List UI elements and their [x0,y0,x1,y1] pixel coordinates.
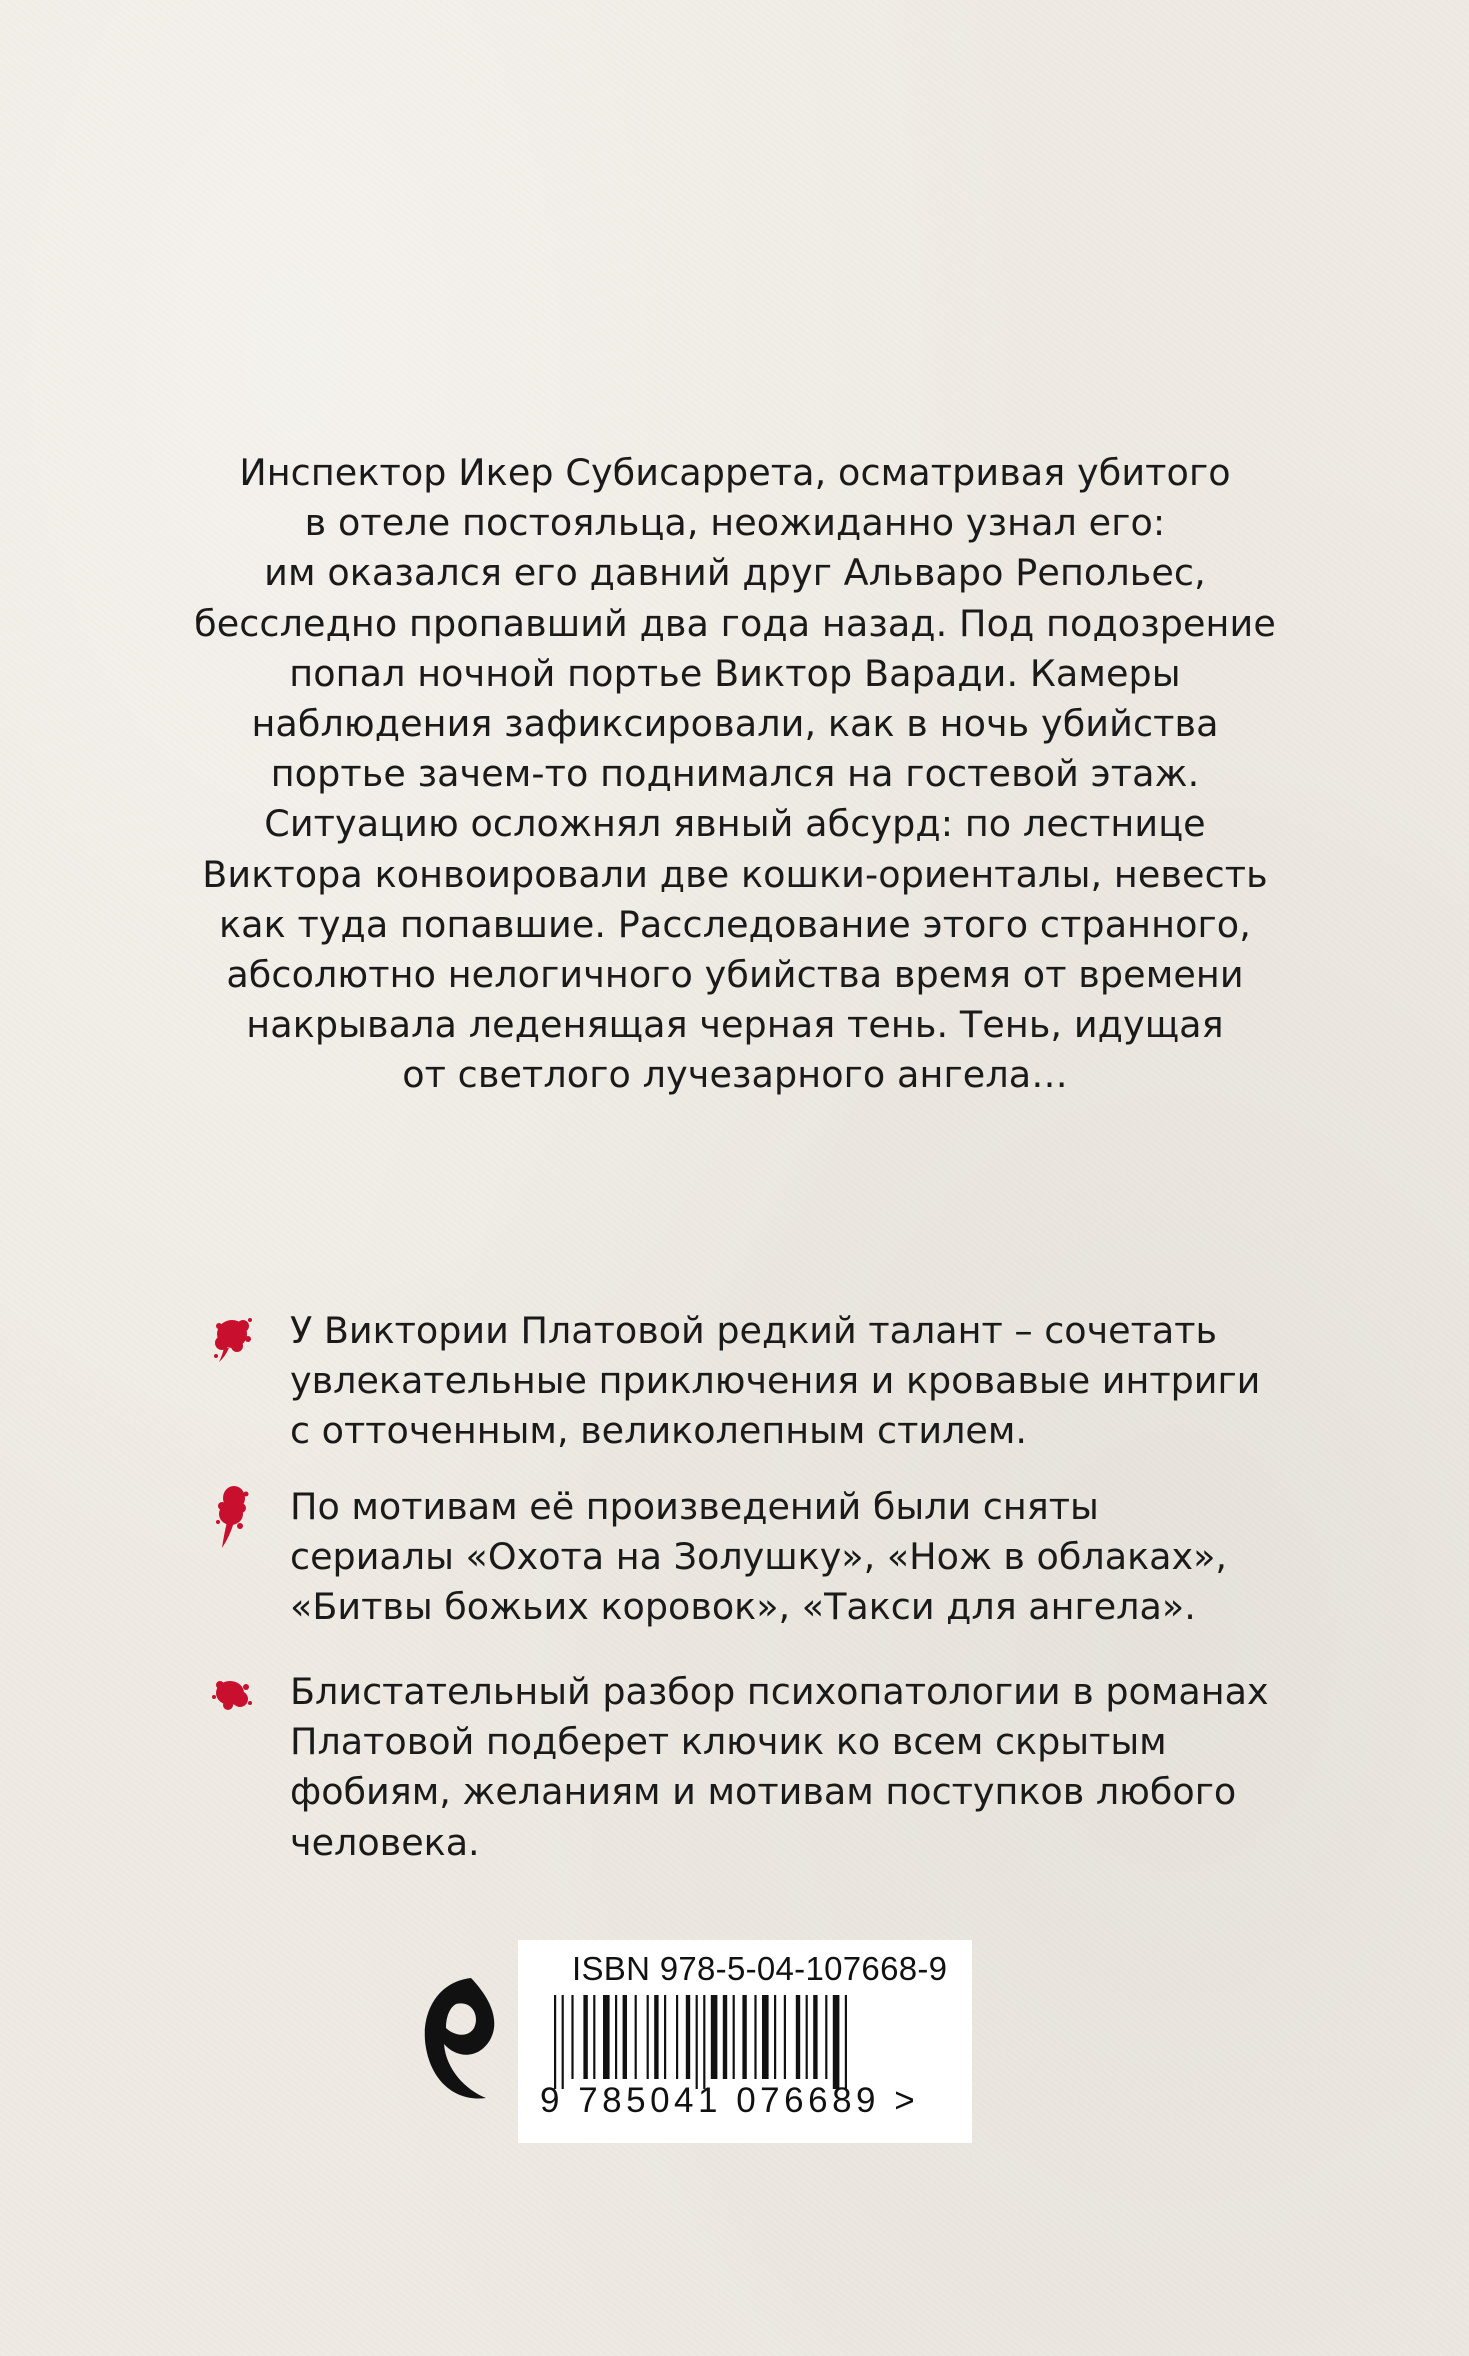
selling-point-line: фобиям, желаниям и мотивам поступков любого [290,1770,1237,1814]
synopsis-line: попал ночной портье Виктор Варади. Камеры [289,651,1181,695]
barcode-bar [635,1995,637,2079]
barcode-bar [784,1995,786,2079]
barcode-bar [554,1995,556,2089]
barcode-bar [813,1995,817,2079]
barcode-block [518,1940,972,2143]
isbn-text: ISBN 978-5-04-107668-9 [572,1950,948,1987]
synopsis-line: абсолютно нелогичного убийства время от времени [226,953,1244,997]
barcode-bar [686,1995,690,2079]
barcode-bar [562,1995,564,2089]
barcode-bar [664,1995,666,2079]
blood-drop-icon [210,1671,254,1727]
barcode-bar [754,1995,756,2079]
synopsis-line: им оказался его давний друг Альваро Репольес, [264,551,1206,595]
barcode-bar [593,1995,595,2079]
barcode-bar [583,1995,587,2079]
blood-drop-icon [210,1482,254,1554]
synopsis-line: Ситуацию осложнял явный абсурд: по лестнице [264,802,1206,846]
barcode-bar [723,1995,727,2079]
selling-point-line: человека. [290,1820,480,1864]
selling-point-line: «Битвы божьих коровок», «Такси для ангела». [290,1585,1196,1629]
barcode-bar [825,1995,827,2079]
selling-point-line: сериалы «Охота на Золушку», «Нож в облаках», [290,1535,1228,1579]
selling-point-line: с отточенным, великолепным стилем. [290,1409,1028,1453]
synopsis-line: накрывала леденящая черная тень. Тень, идущая [246,1003,1224,1047]
barcode-bar [806,1995,808,2079]
barcode-bar [623,1995,627,2079]
barcode-bar [742,1995,746,2079]
barcode-bar [774,1995,776,2079]
selling-point-line: увлекательные приключения и кровавые интриги [290,1359,1261,1403]
barcode-bar [733,1995,735,2079]
synopsis-line: в отеле постояльца, неожиданно узнал его: [304,501,1166,545]
publisher-logo-icon [416,1970,500,2110]
barcode-bar [654,1995,658,2079]
barcode-bar [696,1995,698,2089]
synopsis-line: как туда попавшие. Расследование этого странного, [219,902,1251,946]
barcode-bar [845,1995,847,2089]
selling-point-text [290,1482,1227,1633]
barcode-bar [833,1995,840,2089]
barcode-bar [647,1995,649,2079]
barcode-bar [703,1995,705,2089]
selling-point-text [290,1667,1269,1868]
barcode-bar [711,1995,718,2079]
barcode-bar [676,1995,678,2079]
barcode-bar [603,1995,610,2079]
synopsis-paragraph [130,448,1340,1101]
barcode-icon [554,1995,934,2089]
synopsis-line: портье зачем-то поднимался на гостевой этаж. [270,752,1200,796]
selling-point-line: По мотивам её произведений были сняты [290,1485,1099,1528]
selling-point-line: Платовой подберет ключик ко всем скрытым [290,1720,1167,1764]
barcode-bar [762,1995,769,2079]
blood-drop-icon [210,1310,254,1366]
synopsis-line: наблюдения зафиксировали, как в ночь убийства [251,702,1219,746]
barcode-bar [796,1995,800,2079]
synopsis-line: Инспектор Икер Субисаррета, осматривая убитого [239,451,1231,494]
barcode-bar [571,1995,573,2079]
barcode-bar [615,1995,617,2079]
selling-point-text [290,1306,1260,1457]
synopsis-line: от светлого лучезарного ангела… [402,1053,1068,1097]
synopsis-line: Виктора конвоировали две кошки-ориенталы, невесть [202,852,1268,896]
selling-point-line: У Виктории Платовой редкий талант – сочетать [290,1309,1218,1352]
synopsis-line: бесследно пропавший два года назад. Под подозрение [194,601,1276,645]
selling-point-line: Блистательный разбор психопатологии в романах [290,1670,1269,1713]
ean-digits: 9 785041 076689 > [540,2081,920,2120]
